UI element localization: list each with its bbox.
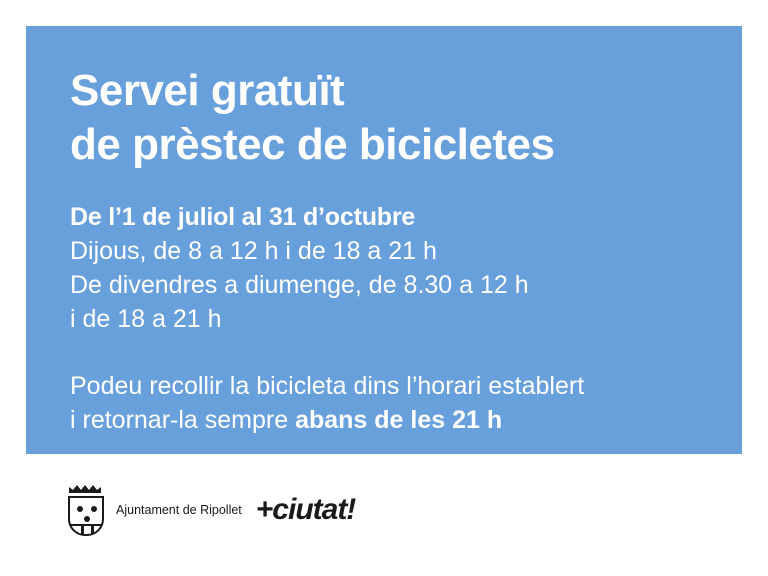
headline-line-2: de prèstec de bicicletes	[70, 119, 555, 169]
ripollet-coat-of-arms-icon	[66, 484, 106, 536]
schedule-line-2: De divendres a diumenge, de 8.30 a 12 h	[70, 270, 529, 299]
schedule-line-3: i de 18 a 21 h	[70, 304, 222, 333]
page-title	[70, 64, 698, 171]
schedule-block	[70, 201, 698, 336]
shield-dot-1	[77, 506, 83, 512]
headline-line-1: Servei gratuït	[70, 66, 345, 115]
blue-panel	[26, 26, 742, 454]
footer-branding	[26, 470, 742, 550]
shield-dot-3	[84, 516, 90, 522]
shield-dot-2	[91, 506, 97, 512]
shield-base-bar	[70, 524, 102, 527]
schedule-line-1: Dijous, de 8 a 12 h i de 18 a 21 h	[70, 237, 437, 266]
brand-wordmark: +ciutat!	[255, 493, 356, 526]
notice-line-2-prefix: i retornar-la sempre	[70, 406, 296, 435]
schedule-period: De l’1 de juliol al 31 d’octubre	[70, 203, 416, 232]
notice-line-2-emphasis: abans de les 21 h	[295, 406, 503, 435]
organization-name: Ajuntament de Ripollet	[116, 503, 242, 517]
shield-shape	[68, 496, 104, 536]
notice-line-1: Podeu recollir la bicicleta dins l’horari establert	[70, 372, 585, 401]
crown-icon	[68, 484, 104, 494]
notice-block	[70, 370, 698, 438]
notice-line-2	[70, 404, 698, 438]
